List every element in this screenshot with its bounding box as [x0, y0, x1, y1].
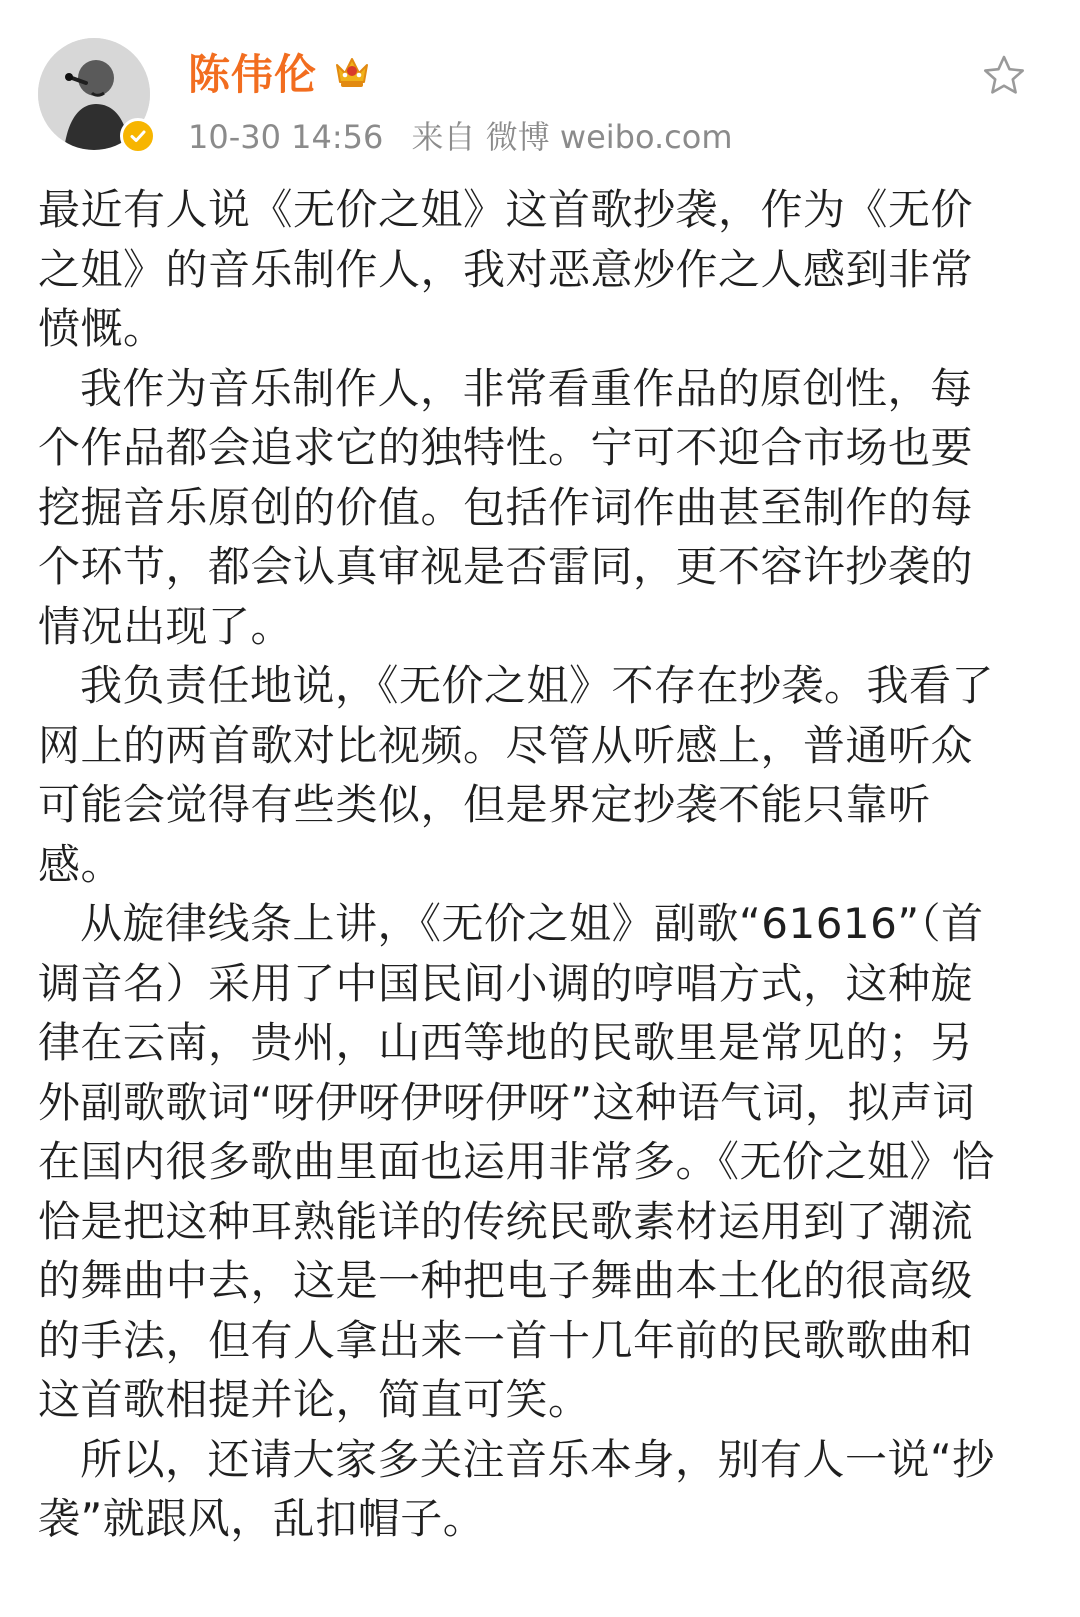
- post-timestamp: 10-30 14:56: [188, 118, 384, 156]
- star-icon[interactable]: [980, 52, 1028, 100]
- post-meta: [188, 112, 733, 158]
- post-paragraph-3: 我负责任地说，《无价之姐》不存在抄袭。我看了网上的两首歌对比视频。尽管从听感上，普通听众可能会觉得有些类似，但是界定抄袭不能只靠听感。: [38, 661, 995, 889]
- post-source: 来自 微博 weibo.com: [411, 118, 733, 156]
- avatar-container[interactable]: [38, 38, 150, 150]
- post-paragraph-1: 最近有人说《无价之姐》这首歌抄袭，作为《无价之姐》的音乐制作人，我对恶意炒作之人感到非常愤慨。: [38, 185, 974, 353]
- username[interactable]: 陈伟伦: [188, 50, 318, 99]
- post-header: [0, 0, 1080, 178]
- post-paragraph-2: 我作为音乐制作人，非常看重作品的原创性，每个作品都会追求它的独特性。宁可不迎合市场也要挖掘音乐原创的价值。包括作词作曲甚至制作的每个环节，都会认真审视是否雷同，更不容许抄袭的情况出现了。: [38, 363, 974, 651]
- post-paragraph-4: 从旋律线条上讲，《无价之姐》副歌“61616”（首调音名）采用了中国民间小调的哼唱方式，这种旋律在云南，贵州，山西等地的民歌里是常见的；另外副歌歌词“呀伊呀伊呀伊呀”这种语气词，拟声词在国内很多歌曲里面也运用非常多。《无价之姐》恰恰是把这种耳熟能详的传统民歌素材运用到了潮流的舞曲中去，这是一种把电子舞曲本土化的很高级的手法，但有人拿出来一首十几年前的民歌歌曲和这首歌相提并论，简直可笑。: [38, 899, 995, 1424]
- username-row: [188, 42, 373, 102]
- post-paragraph-5: 所以，还请大家多关注音乐本身，别有人一说“抄袭”就跟风，乱扣帽子。: [38, 1434, 995, 1543]
- verified-check-icon: [120, 118, 156, 154]
- crown-icon: [331, 51, 373, 93]
- post-content: [38, 180, 1003, 1549]
